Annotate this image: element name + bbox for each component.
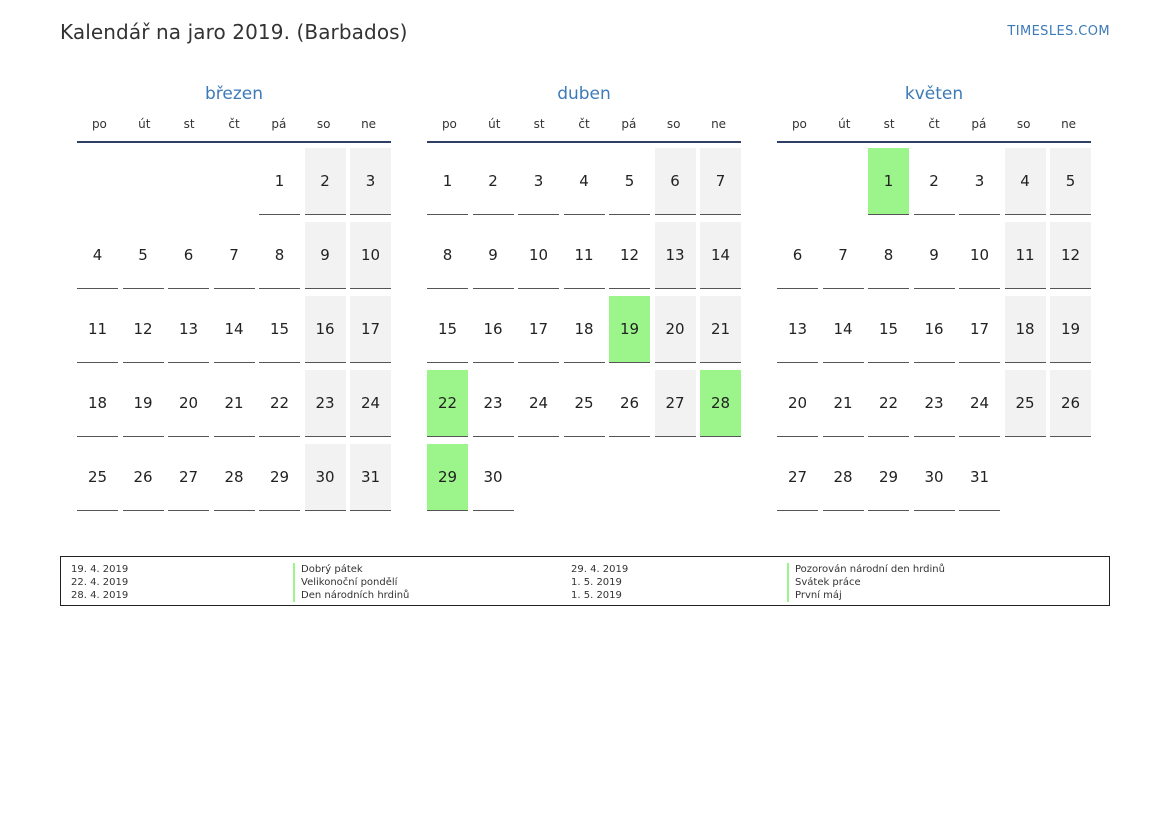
- legend-date: 22. 4. 2019: [71, 577, 129, 588]
- weekday-label: ne: [711, 117, 727, 131]
- day-cell: 21: [700, 296, 741, 363]
- weekday-label: st: [533, 117, 545, 131]
- day-cell: 26: [609, 370, 650, 437]
- holiday-day-cell: 1: [868, 148, 909, 215]
- day-cell: 16: [914, 296, 955, 363]
- holiday-day-cell: 19: [609, 296, 650, 363]
- weekday-header: [777, 116, 1091, 143]
- day-cell: 13: [168, 296, 209, 363]
- weekday-label: pá: [621, 117, 637, 131]
- day-cell: 22: [259, 370, 300, 437]
- holiday-day-cell: 28: [700, 370, 741, 437]
- day-cell: 14: [214, 296, 255, 363]
- day-cell: 18: [564, 296, 605, 363]
- empty-cell: [77, 148, 118, 215]
- day-cell: 15: [427, 296, 468, 363]
- day-cell: 19: [123, 370, 164, 437]
- day-cell: 7: [214, 222, 255, 289]
- weekday-label: st: [183, 117, 195, 131]
- day-cell: 23: [914, 370, 955, 437]
- day-cell: 26: [123, 444, 164, 511]
- day-cell: 1: [259, 148, 300, 215]
- day-cell: 11: [564, 222, 605, 289]
- weekday-label: čt: [228, 117, 240, 131]
- day-cell: 25: [77, 444, 118, 511]
- legend-holiday-name: Den národních hrdinů: [293, 589, 409, 602]
- day-cell: 12: [609, 222, 650, 289]
- day-cell: 25: [564, 370, 605, 437]
- day-cell: 17: [959, 296, 1000, 363]
- weekday-label: so: [666, 117, 681, 131]
- day-cell: 27: [655, 370, 696, 437]
- legend-dates-col1: [71, 563, 128, 602]
- day-cell: 6: [168, 222, 209, 289]
- day-cell: 4: [564, 148, 605, 215]
- day-cell: 4: [1005, 148, 1046, 215]
- weekday-label: ne: [361, 117, 377, 131]
- day-cell: 16: [473, 296, 514, 363]
- legend-date: 19. 4. 2019: [71, 564, 129, 575]
- day-grid: [777, 148, 1091, 518]
- day-cell: 26: [1050, 370, 1091, 437]
- empty-cell: [214, 148, 255, 215]
- legend-names-col2: [787, 563, 945, 602]
- day-cell: 21: [214, 370, 255, 437]
- empty-cell: [123, 148, 164, 215]
- month-may: [777, 84, 1091, 518]
- day-cell: 3: [518, 148, 559, 215]
- legend-holiday-name: Dobrý pátek: [293, 563, 409, 576]
- weekday-label: pá: [971, 117, 987, 131]
- month-name: duben: [557, 84, 611, 104]
- day-cell: 11: [1005, 222, 1046, 289]
- day-cell: 8: [427, 222, 468, 289]
- day-cell: 13: [777, 296, 818, 363]
- weekday-label: ne: [1061, 117, 1077, 131]
- day-cell: 9: [305, 222, 346, 289]
- day-cell: 28: [214, 444, 255, 511]
- day-cell: 12: [1050, 222, 1091, 289]
- brand-link[interactable]: TIMESLES.COM: [1007, 24, 1110, 39]
- weekday-label: po: [441, 117, 457, 131]
- day-cell: 20: [168, 370, 209, 437]
- day-cell: 31: [959, 444, 1000, 511]
- empty-cell: [168, 148, 209, 215]
- day-cell: 3: [959, 148, 1000, 215]
- empty-cell: [823, 148, 864, 215]
- day-cell: 29: [259, 444, 300, 511]
- holiday-day-cell: 29: [427, 444, 468, 511]
- day-cell: 23: [473, 370, 514, 437]
- weekday-label: so: [316, 117, 331, 131]
- holiday-legend: [60, 556, 1110, 606]
- legend-holiday-name: První máj: [787, 589, 945, 602]
- legend-holiday-name: Pozorován národní den hrdinů: [787, 563, 945, 576]
- day-cell: 31: [350, 444, 391, 511]
- legend-date: 29. 4. 2019: [571, 564, 629, 575]
- day-cell: 11: [77, 296, 118, 363]
- day-cell: 30: [914, 444, 955, 511]
- day-cell: 5: [1050, 148, 1091, 215]
- page-title: Kalendář na jaro 2019. (Barbados): [60, 20, 408, 44]
- day-cell: 20: [777, 370, 818, 437]
- day-grid: [427, 148, 741, 518]
- day-cell: 18: [1005, 296, 1046, 363]
- day-cell: 25: [1005, 370, 1046, 437]
- weekday-label: út: [488, 117, 501, 131]
- day-cell: 6: [655, 148, 696, 215]
- day-cell: 10: [959, 222, 1000, 289]
- day-cell: 17: [518, 296, 559, 363]
- legend-dates-col2: [571, 563, 628, 602]
- day-cell: 5: [123, 222, 164, 289]
- weekday-label: pá: [271, 117, 287, 131]
- legend-holiday-name: Svátek práce: [787, 576, 945, 589]
- day-cell: 20: [655, 296, 696, 363]
- legend-holiday-name: Velikonoční pondělí: [293, 576, 409, 589]
- weekday-label: po: [791, 117, 807, 131]
- day-cell: 4: [77, 222, 118, 289]
- day-cell: 14: [700, 222, 741, 289]
- day-cell: 30: [473, 444, 514, 511]
- weekday-label: st: [883, 117, 895, 131]
- legend-date: 1. 5. 2019: [571, 577, 622, 588]
- weekday-label: po: [91, 117, 107, 131]
- month-april: [427, 84, 741, 518]
- month-name: květen: [904, 84, 964, 104]
- day-cell: 14: [823, 296, 864, 363]
- day-cell: 2: [473, 148, 514, 215]
- day-cell: 8: [868, 222, 909, 289]
- weekday-header: [427, 116, 741, 143]
- weekday-label: čt: [928, 117, 940, 131]
- day-cell: 12: [123, 296, 164, 363]
- day-cell: 27: [777, 444, 818, 511]
- day-cell: 7: [823, 222, 864, 289]
- day-cell: 9: [914, 222, 955, 289]
- holiday-day-cell: 22: [427, 370, 468, 437]
- day-cell: 29: [868, 444, 909, 511]
- day-cell: 2: [914, 148, 955, 215]
- weekday-label: čt: [578, 117, 590, 131]
- day-cell: 30: [305, 444, 346, 511]
- day-grid: [77, 148, 391, 518]
- month-name: březen: [204, 84, 264, 104]
- weekday-header: [77, 116, 391, 143]
- day-cell: 24: [518, 370, 559, 437]
- day-cell: 10: [518, 222, 559, 289]
- weekday-label: so: [1016, 117, 1031, 131]
- day-cell: 23: [305, 370, 346, 437]
- legend-date: 1. 5. 2019: [571, 590, 622, 601]
- day-cell: 5: [609, 148, 650, 215]
- day-cell: 16: [305, 296, 346, 363]
- legend-date: 28. 4. 2019: [71, 590, 129, 601]
- day-cell: 1: [427, 148, 468, 215]
- legend-names-col1: [293, 563, 409, 602]
- weekday-label: út: [138, 117, 151, 131]
- empty-cell: [777, 148, 818, 215]
- day-cell: 13: [655, 222, 696, 289]
- day-cell: 2: [305, 148, 346, 215]
- day-cell: 15: [259, 296, 300, 363]
- day-cell: 19: [1050, 296, 1091, 363]
- day-cell: 28: [823, 444, 864, 511]
- day-cell: 6: [777, 222, 818, 289]
- day-cell: 17: [350, 296, 391, 363]
- day-cell: 10: [350, 222, 391, 289]
- day-cell: 24: [350, 370, 391, 437]
- day-cell: 15: [868, 296, 909, 363]
- day-cell: 8: [259, 222, 300, 289]
- day-cell: 18: [77, 370, 118, 437]
- day-cell: 21: [823, 370, 864, 437]
- day-cell: 24: [959, 370, 1000, 437]
- day-cell: 7: [700, 148, 741, 215]
- day-cell: 3: [350, 148, 391, 215]
- month-march: [77, 84, 391, 518]
- day-cell: 22: [868, 370, 909, 437]
- day-cell: 27: [168, 444, 209, 511]
- weekday-label: út: [838, 117, 851, 131]
- day-cell: 9: [473, 222, 514, 289]
